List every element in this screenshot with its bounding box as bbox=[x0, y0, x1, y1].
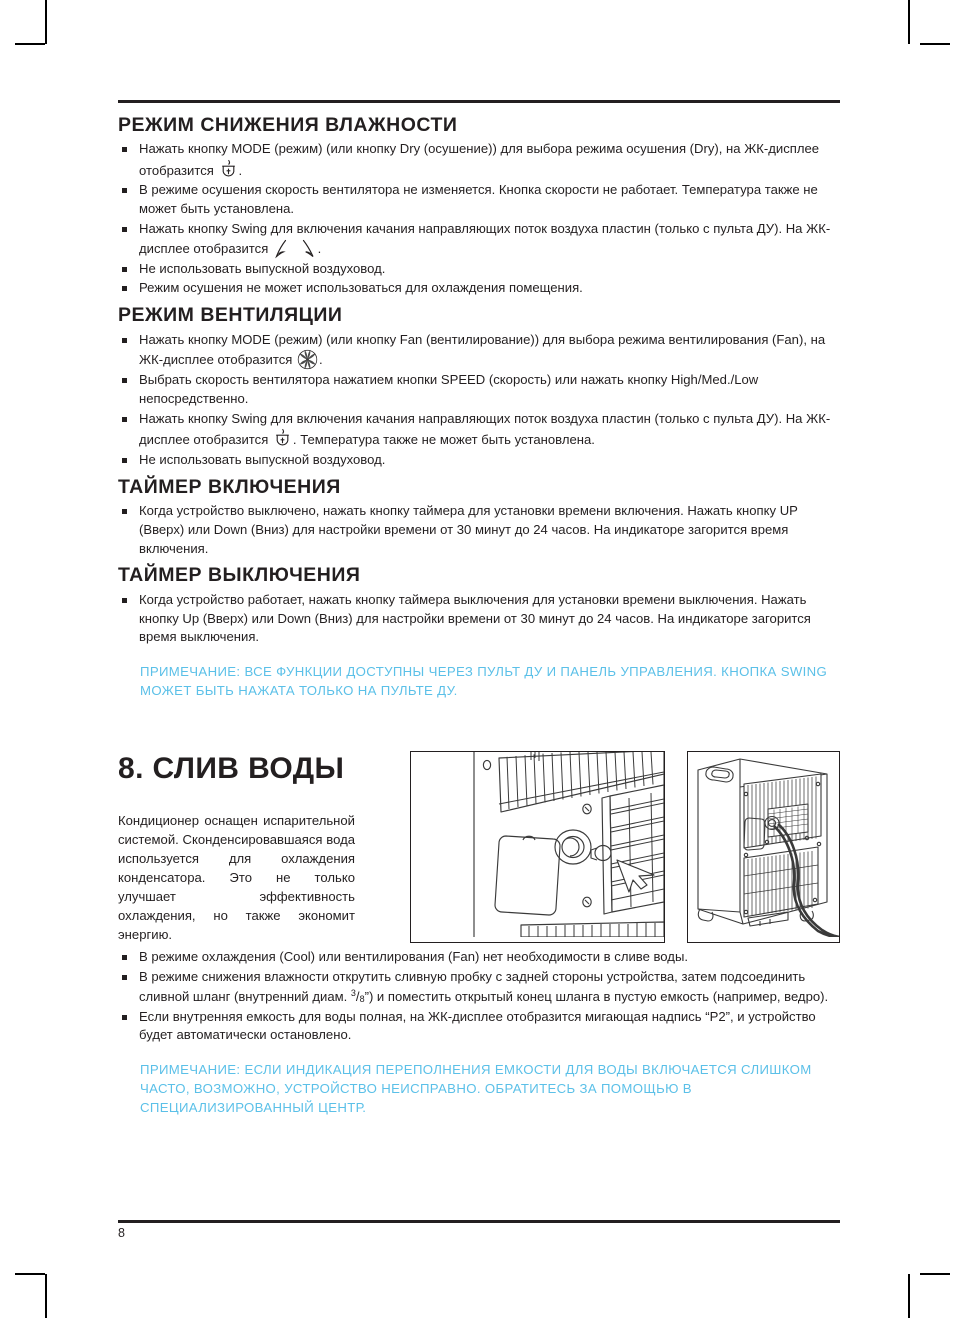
bullet-text-tail: . bbox=[238, 162, 243, 178]
crop-mark-bottom-right-vertical bbox=[908, 1274, 910, 1318]
bullet-text: В режиме охлаждения (Cool) или вентилирования (Fan) нет необходимости в сливе воды. bbox=[139, 949, 688, 965]
list-item bbox=[118, 279, 840, 298]
bullet-text-tail: . bbox=[317, 240, 322, 256]
list-item bbox=[118, 181, 840, 218]
bullet-text: В режиме снижения влажности открутить сливную пробку с задней стороны устройства, затем подсоединить сливной шланг (внутренний диам. bbox=[139, 969, 806, 1004]
bullet-text: Нажать кнопку Swing для включения качания направляющих поток воздуха пластин (только с пульта ДУ). На ЖК-дисплее отобразится bbox=[139, 220, 831, 256]
section-8-intro-paragraph: Кондиционер оснащен испарительной системой. Сконденсировавшаяся вода используется для охлаждения конденсатора. Это не только улучшает эффективность охлаждения, но также экономит энергию. bbox=[118, 813, 355, 943]
crop-mark-bottom-right-horizontal bbox=[920, 1273, 950, 1275]
swing-right-icon bbox=[298, 239, 317, 259]
crop-mark-top-right-vertical bbox=[908, 0, 910, 44]
note-water-tank-overflow: ПРИМЕЧАНИЕ: ЕСЛИ ИНДИКАЦИЯ ПЕРЕПОЛНЕНИЯ ЕМКОСТИ ДЛЯ ВОДЫ ВКЛЮЧАЕТСЯ СЛИШКОМ ЧАСТО, ВОЗМОЖНО, УСТРОЙСТВО НЕИСПРАВНО. ОБРАТИТЕСЬ ЗА ПОМОЩЬЮ В СПЕЦИАЛИЗИРОВАННЫЙ ЦЕНТР. bbox=[140, 1062, 812, 1115]
list-item bbox=[118, 948, 840, 967]
bullet-text-tail: . Температура также не может быть установлена. bbox=[292, 432, 595, 448]
heading-dehumidify-mode: РЕЖИМ СНИЖЕНИЯ ВЛАЖНОСТИ bbox=[118, 113, 458, 136]
list-item bbox=[118, 260, 840, 279]
crop-mark-bottom-left-horizontal bbox=[15, 1273, 45, 1275]
fraction-numerator: 3 bbox=[350, 987, 356, 998]
bullet-text: В режиме осушения скорость вентилятора не изменяется. Кнопка скорости не работает. Температура также не может быть установлена. bbox=[139, 182, 818, 217]
bullet-text: Когда устройство выключено, нажать кнопку таймера для установки времени включения. Нажать кнопку UP (Вверх) или Down (Вниз) для настройки времени от 30 минут до 24 часов. На индикаторе загорится время включения. bbox=[139, 503, 798, 556]
page-content bbox=[118, 100, 840, 1117]
bullet-text: Выбрать скорость вентилятора нажатием кнопки SPEED (скорость) или нажать кнопку High/Med./Low непосредственно. bbox=[139, 372, 759, 406]
unit-with-drain-hose-figure bbox=[687, 751, 840, 943]
fraction-denominator: 8 bbox=[359, 993, 365, 1004]
heading-timer-off: ТАЙМЕР ВЫКЛЮЧЕНИЯ bbox=[118, 564, 361, 587]
dry-mode-icon bbox=[273, 428, 292, 449]
footer-rule bbox=[118, 1220, 840, 1223]
list-fan-mode bbox=[118, 331, 840, 470]
list-timer-off bbox=[118, 591, 840, 647]
note-remote-control: ПРИМЕЧАНИЕ: ВСЕ ФУНКЦИИ ДОСТУПНЫ ЧЕРЕЗ ПУЛЬТ ДУ И ПАНЕЛЬ УПРАВЛЕНИЯ. КНОПКА SWING МОЖЕТ БЫТЬ НАЖАТА ТОЛЬКО НА ПУЛЬТЕ ДУ. bbox=[140, 664, 828, 698]
crop-mark-top-left-vertical bbox=[45, 0, 47, 44]
heading-fan-mode: РЕЖИМ ВЕНТИЛЯЦИИ bbox=[118, 304, 343, 327]
bullet-text: Режим осушения не может использоваться для охлаждения помещения. bbox=[139, 280, 583, 296]
bullet-text: Не использовать выпускной воздуховод. bbox=[139, 452, 386, 468]
section-water-drain bbox=[118, 752, 840, 948]
heading-timer-on: ТАЙМЕР ВКЛЮЧЕНИЯ bbox=[118, 475, 341, 498]
fan-mode-icon bbox=[297, 349, 318, 370]
list-item bbox=[118, 451, 840, 470]
bullet-text-tail: . bbox=[319, 352, 323, 368]
bullet-text: Нажать кнопку MODE (режим) (или кнопку Dry (осушение)) для выбора режима осушения (Dry), на ЖК-дисплее отобразится bbox=[139, 141, 820, 178]
bullet-text: Не использовать выпускной воздуховод. bbox=[139, 260, 386, 276]
page-number: 8 bbox=[118, 1226, 126, 1240]
list-water-drain bbox=[118, 948, 840, 1045]
rear-panel-drain-plug-figure bbox=[410, 751, 665, 943]
list-dehumidify-mode bbox=[118, 140, 840, 298]
list-item bbox=[118, 140, 840, 180]
crop-mark-bottom-left-vertical bbox=[45, 1274, 47, 1318]
crop-mark-top-right-horizontal bbox=[920, 43, 950, 45]
bullet-text: Когда устройство работает, нажать кнопку таймера выключения для установки времени выключения. Нажать кнопку Up (Вверх) или Down (Вниз) для настройки времени от 30 минут до 24 часов. На индикаторе загорится время выключения. bbox=[139, 591, 811, 645]
list-item bbox=[118, 1008, 840, 1045]
dry-mode-icon bbox=[219, 159, 238, 180]
list-item bbox=[118, 410, 840, 450]
crop-mark-top-left-horizontal bbox=[15, 43, 45, 45]
list-item bbox=[118, 371, 840, 408]
bullet-text: Нажать кнопку MODE (режим) (или кнопку Fan (вентилирование)) для выбора режима вентилирования (Fan), на ЖК-дисплее отобразится bbox=[139, 331, 826, 368]
list-timer-on bbox=[118, 502, 840, 558]
heading-section-8: 8. СЛИВ ВОДЫ bbox=[118, 752, 345, 786]
list-item bbox=[118, 502, 840, 558]
list-item bbox=[118, 591, 840, 647]
bullet-text: Если внутренняя емкость для воды полная, на ЖК-дисплее отобразится мигающая надпись “P2”, и устройство будет автоматически остановлено. bbox=[139, 1008, 816, 1043]
section-8-figures bbox=[410, 751, 840, 943]
list-item: В режиме снижения влажности открутить сливную пробку с задней стороны устройства, затем подсоединить сливной шланг (внутренний диам. $^3/_8$”) и поместить открытый конец шланга в пустую емкость (например, ведро). bbox=[118, 968, 840, 1006]
list-item bbox=[118, 331, 840, 371]
list-item bbox=[118, 220, 840, 259]
bullet-text-tail: ”) и поместить открытый конец шланга в пустую емкость (например, ведро). bbox=[364, 988, 829, 1004]
swing-left-icon bbox=[273, 239, 292, 259]
header-rule bbox=[118, 100, 840, 103]
bullet-text: Нажать кнопку Swing для включения качания направляющих поток воздуха пластин (только с пульта ДУ). На ЖК-дисплее отобразится bbox=[139, 410, 831, 448]
